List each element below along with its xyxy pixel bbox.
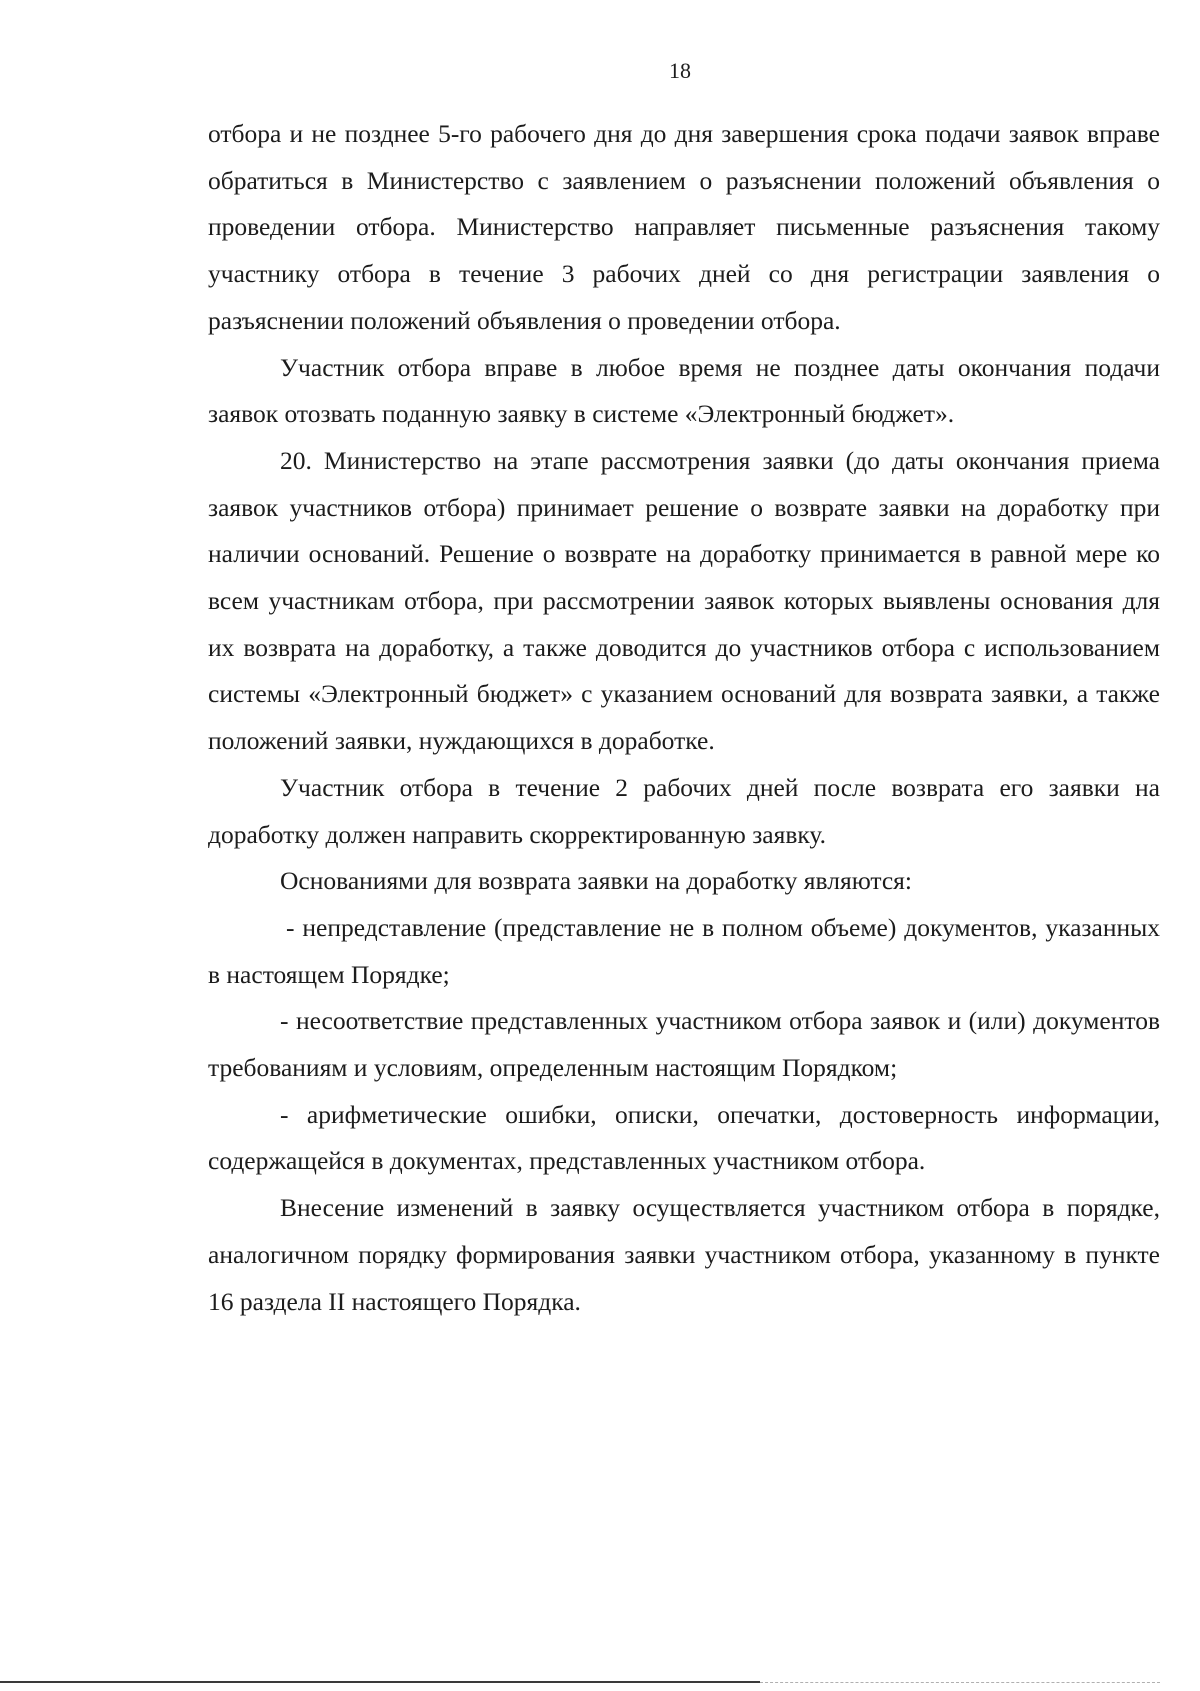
paragraph-resubmission: Участник отбора в течение 2 рабочих дней после возврата его заявки на доработку должен направить скорректированную заявку.	[208, 772, 1160, 849]
paragraph-withdraw-application: Участник отбора вправе в любое время не позднее даты окончания подачи заявок отозвать поданную заявку в системе «Электронный бюджет».	[208, 352, 1160, 429]
list-item-ground-2: - несоответствие представленных участником отбора заявок и (или) документов требованиям и условиям, определенным настоящим Порядком;	[208, 1006, 1160, 1083]
paragraph-section-20: 20. Министерство на этапе рассмотрения заявки (до даты окончания приема заявок участников отбора) принимает решение о возврате заявки на доработку при наличии оснований. Решение о возврате на доработку принимается в равной мере ко всем участникам отбора, при рассмотрении заявок которых выявлены основания для их возврата на доработку, а также доводится до участников отбора с использованием системы «Электронный бюджет» с указанием оснований для возврата заявки, а также положений заявки, нуждающихся в доработке.	[208, 445, 1160, 756]
scan-edge-line-faint	[760, 1682, 1160, 1683]
paragraph-grounds-intro: Основаниями для возврата заявки на доработку являются:	[280, 866, 912, 896]
paragraph-amendments: Внесение изменений в заявку осуществляется участником отбора в порядке, аналогичном порядку формирования заявки участником отбора, указанному в пункте 16 раздела II настоящего Порядка.	[208, 1193, 1160, 1316]
document-body	[208, 111, 1160, 1325]
list-item-ground-3: - арифметические ошибки, описки, опечатки, достоверность информации, содержащейся в документах, представленных участником отбора.	[208, 1099, 1160, 1176]
page-number: 18	[669, 58, 691, 83]
list-item-ground-1: - непредставление (представление не в полном объеме) документов, указанных в настоящем Порядке;	[208, 912, 1160, 989]
scan-edge-line	[0, 1681, 760, 1683]
paragraph-continuation: отбора и не позднее 5-го рабочего дня до дня завершения срока подачи заявок вправе обратиться в Министерство с заявлением о разъяснении положений объявления о проведении отбора. Министерство направляет письменные разъяснения такому участнику отбора в течение 3 рабочих дней со дня регистрации заявления о разъяснении положений объявления о проведении отбора.	[208, 119, 1160, 335]
